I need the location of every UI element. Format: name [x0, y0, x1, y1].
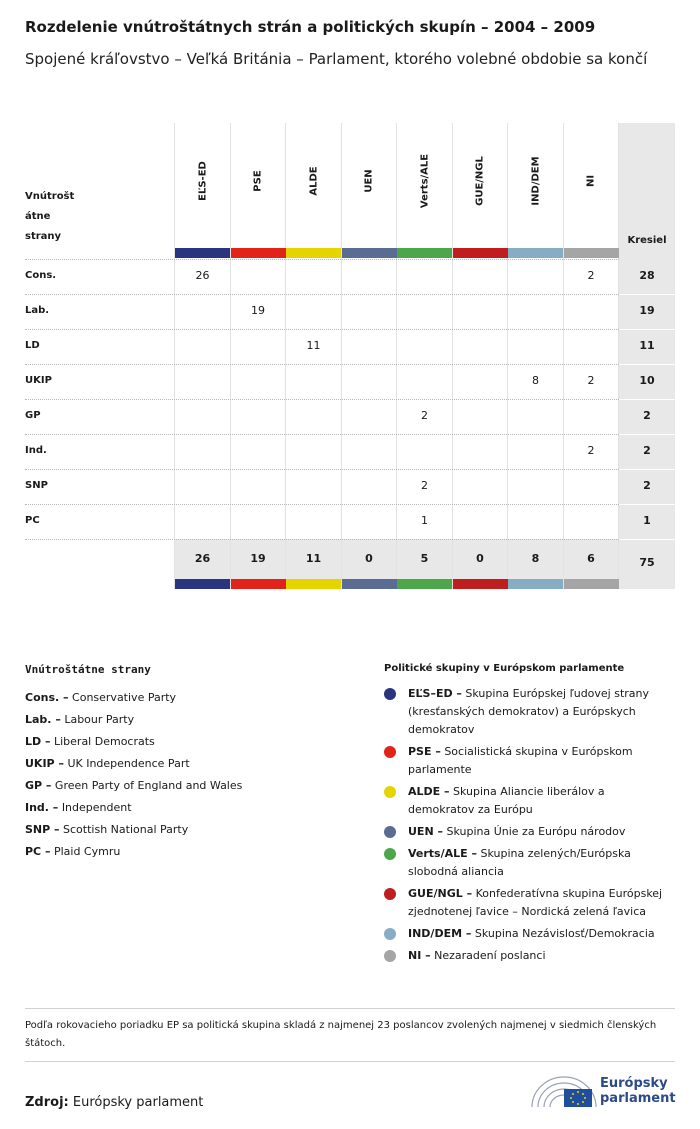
seats-value: 28 — [639, 269, 655, 282]
party-abbr: Ind. – — [25, 801, 59, 814]
source-line — [25, 1095, 203, 1110]
group-header-inddem — [508, 123, 563, 246]
political-groups-legend-heading: Politické skupiny v Európskom parlamente — [384, 663, 625, 674]
party-row-label: Lab. — [25, 305, 50, 316]
divider — [25, 1061, 675, 1062]
group-color-bar — [397, 579, 452, 589]
group-header-label: Verts/ALE — [419, 153, 430, 209]
row-divider — [25, 504, 619, 505]
row-divider — [25, 259, 619, 260]
party-abbr: GP – — [25, 779, 52, 792]
footnote: Podľa rokovacieho poriadku EP sa politická skupina skladá z najmenej 23 poslancov zvolených najmenej v siedmich členských štátoch. — [25, 1020, 657, 1049]
group-header-label: GUE/NGL — [474, 156, 486, 206]
party-abbr: LD – — [25, 735, 51, 748]
group-color-bar — [286, 248, 341, 258]
total-value: 26 — [194, 552, 211, 565]
party-legend-item — [25, 731, 355, 753]
group-legend-item — [384, 685, 674, 739]
group-header-pse — [231, 123, 286, 246]
page-subtitle: Spojené kráľovstvo – Veľká Británia – Parlament, ktorého volebné obdobie sa končí — [25, 50, 648, 68]
group-header-vertsale — [397, 123, 452, 246]
table-cell: 2 — [587, 269, 595, 282]
group-color-dot-icon — [384, 688, 396, 700]
row-divider — [25, 329, 619, 330]
group-abbr: PSE – — [408, 745, 441, 758]
table-cell: 11 — [306, 339, 321, 352]
group-header-esed — [175, 123, 230, 246]
party-name: Scottish National Party — [63, 823, 189, 836]
row-divider — [25, 469, 619, 470]
group-name: Skupina Aliancie liberálov a demokratov za Európu — [408, 785, 605, 816]
group-header-alde — [286, 123, 341, 246]
party-legend-item — [25, 775, 355, 797]
total-value: 19 — [250, 552, 266, 565]
group-legend-item — [384, 743, 674, 779]
group-legend-item — [384, 823, 674, 841]
table-cell: 8 — [532, 374, 539, 387]
group-abbr: GUE/NGL – — [408, 887, 473, 900]
divider — [25, 1008, 675, 1009]
party-legend-item — [25, 819, 355, 841]
group-header-label: ALDE — [308, 166, 319, 196]
party-legend-item — [25, 709, 355, 731]
group-color-dot-icon — [384, 848, 396, 860]
seats-row-divider — [619, 539, 675, 540]
table-cell: 26 — [195, 269, 210, 282]
party-name: Independent — [61, 801, 132, 814]
table-cell: 2 — [587, 444, 595, 457]
group-color-bar — [453, 248, 508, 258]
group-color-bar — [564, 248, 619, 258]
total-value: 8 — [531, 552, 540, 565]
row-divider — [25, 294, 619, 295]
seats-row-divider — [619, 434, 675, 435]
seats-row-divider — [619, 364, 675, 365]
party-abbr: SNP – — [25, 823, 60, 836]
party-name: Plaid Cymru — [53, 845, 121, 858]
party-row-label: SNP — [25, 480, 48, 491]
group-color-bar — [453, 579, 508, 589]
group-name: Skupina Európskej ľudovej strany (kresťanských demokratov) a Európskych demokratov — [408, 687, 650, 736]
total-value: 0 — [365, 552, 373, 565]
group-color-bar — [342, 579, 397, 589]
total-seats-value: 75 — [639, 556, 655, 569]
total-value: 5 — [420, 552, 429, 565]
party-abbr: Lab. – — [25, 713, 61, 726]
group-color-bar — [564, 579, 619, 589]
seats-row-divider — [619, 399, 675, 400]
table-cell: 1 — [421, 514, 428, 527]
party-legend-item — [25, 687, 355, 709]
row-divider — [25, 539, 619, 540]
group-abbr: Verts/ALE – — [408, 847, 477, 860]
group-header-label: PSE — [252, 170, 264, 192]
group-legend-item — [384, 925, 674, 943]
party-name: UK Independence Part — [67, 757, 190, 770]
seats-value: 10 — [639, 374, 655, 387]
table-cell: 2 — [421, 479, 428, 492]
group-color-bar — [286, 579, 341, 589]
party-legend-item — [25, 797, 355, 819]
group-color-bar — [231, 579, 286, 589]
party-name: Conservative Party — [72, 691, 177, 704]
group-abbr: ALDE – — [408, 785, 450, 798]
political-groups-legend — [384, 663, 674, 969]
seats-header: Kresiel — [627, 235, 667, 246]
table-cell: 2 — [587, 374, 595, 387]
group-header-label: EĽS-ED — [197, 161, 208, 201]
party-row-label: PC — [25, 515, 40, 526]
party-name: Liberal Democrats — [53, 735, 155, 748]
seats-row-divider — [619, 294, 675, 295]
party-row-label: GP — [25, 410, 41, 421]
group-color-bar — [342, 248, 397, 258]
group-abbr: EĽS–ED – — [408, 687, 462, 700]
table-cell: 19 — [251, 304, 265, 317]
row-divider — [25, 434, 619, 435]
logo-text: Európsky parlament — [600, 1076, 676, 1106]
party-row-label: LD — [25, 340, 40, 351]
group-color-dot-icon — [384, 928, 396, 940]
group-color-bar — [397, 248, 452, 258]
group-name: Skupina Nezávislosť/Demokracia — [474, 927, 655, 940]
row-header: Vnútrošt átne strany — [25, 191, 75, 242]
group-color-bar — [508, 248, 563, 258]
group-legend-item — [384, 947, 674, 965]
group-header-uen — [342, 123, 397, 246]
party-row-label: Ind. — [25, 445, 47, 456]
seats-value: 2 — [643, 444, 651, 457]
party-legend-item — [25, 753, 355, 775]
seats-value: 19 — [639, 304, 655, 317]
seats-row-divider — [619, 504, 675, 505]
party-row-label: UKIP — [25, 375, 52, 386]
seats-row-divider — [619, 469, 675, 470]
group-abbr: NI – — [408, 949, 431, 962]
group-color-bar — [231, 248, 286, 258]
group-color-dot-icon — [384, 746, 396, 758]
source-value: Európsky parlament — [72, 1095, 204, 1110]
group-color-dot-icon — [384, 786, 396, 798]
total-value: 0 — [476, 552, 484, 565]
group-header-ni — [564, 123, 619, 246]
group-name: Nezaradení poslanci — [434, 949, 546, 962]
national-parties-legend-heading: Vnútroštátne strany — [25, 663, 151, 676]
group-legend-item — [384, 783, 674, 819]
group-legend-item — [384, 845, 674, 881]
seats-value: 2 — [643, 409, 651, 422]
national-parties-legend — [25, 663, 355, 863]
group-name: Skupina Únie za Európu národov — [446, 825, 626, 838]
group-name: Konfederatívna skupina Európskej zjednotenej ľavice – Nordická zelená ľavica — [408, 887, 663, 918]
group-name: Socialistická skupina v Európskom parlamente — [408, 745, 633, 776]
total-value: 6 — [587, 552, 595, 565]
group-color-dot-icon — [384, 826, 396, 838]
party-legend-item — [25, 841, 355, 863]
group-header-guengl — [453, 123, 508, 246]
distribution-table — [25, 123, 675, 589]
row-divider — [25, 364, 619, 365]
party-name: Labour Party — [64, 713, 135, 726]
group-abbr: UEN – — [408, 825, 443, 838]
group-abbr: IND/DEM – — [408, 927, 472, 940]
party-abbr: PC – — [25, 845, 51, 858]
group-color-bar — [175, 248, 230, 258]
group-header-label: IND/DEM — [530, 156, 541, 206]
seats-value: 11 — [639, 339, 655, 352]
group-color-dot-icon — [384, 888, 396, 900]
group-legend-item — [384, 885, 674, 921]
party-abbr: UKIP – — [25, 757, 64, 770]
table-cell: 2 — [421, 409, 428, 422]
ep-logo — [530, 1069, 680, 1113]
row-divider — [25, 399, 619, 400]
seats-value: 1 — [643, 514, 651, 527]
party-name: Green Party of England and Wales — [54, 779, 243, 792]
group-name: Skupina zelených/Európska slobodná aliancia — [408, 847, 631, 878]
group-color-dot-icon — [384, 950, 396, 962]
seats-value: 2 — [643, 479, 651, 492]
total-value: 11 — [305, 552, 322, 565]
group-color-bar — [175, 579, 230, 589]
page-title: Rozdelenie vnútroštátnych strán a politických skupín – 2004 – 2009 — [25, 18, 596, 36]
party-abbr: Cons. – — [25, 691, 69, 704]
source-label: Zdroj: — [25, 1095, 69, 1110]
party-row-label: Cons. — [25, 270, 57, 281]
group-color-bar — [508, 579, 563, 589]
group-header-label: UEN — [363, 169, 375, 193]
seats-row-divider — [619, 329, 675, 330]
group-header-label: NI — [585, 174, 597, 188]
